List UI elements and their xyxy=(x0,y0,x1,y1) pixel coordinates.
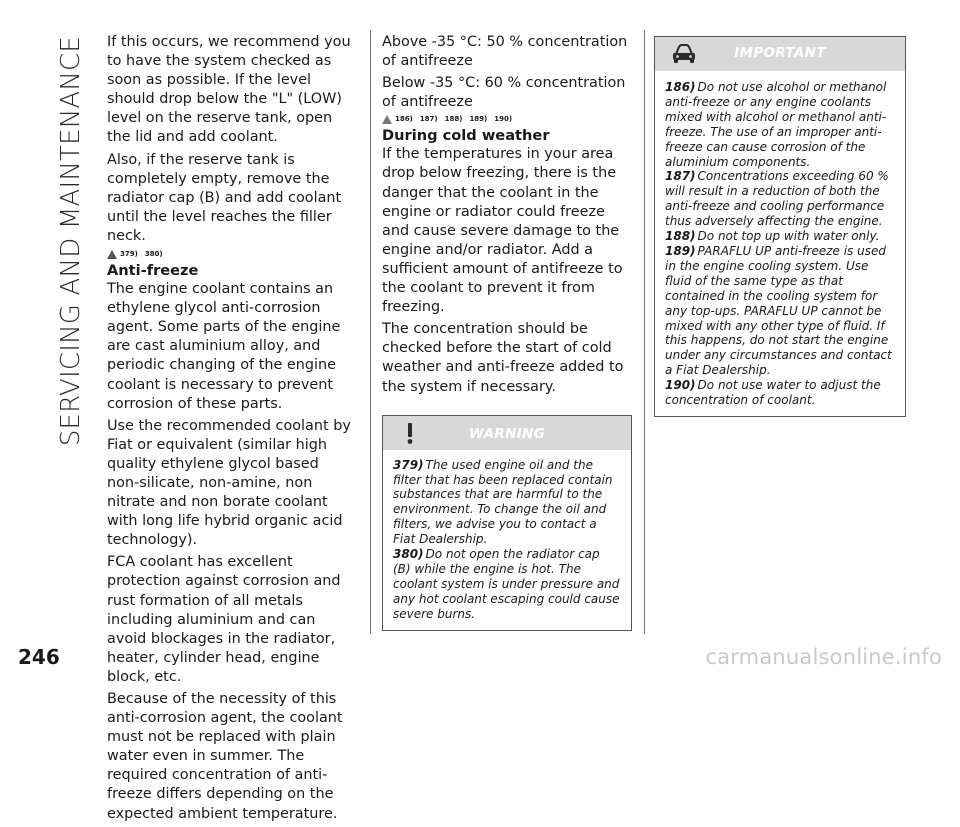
important-item-text: Do not use alcohol or methanol anti-freeze or any engine coolants mixed with alcohol or methanol anti-freeze. The use of an improper anti-freeze can cause corrosion of the aluminium components. xyxy=(665,80,887,169)
warning-triangle-icon xyxy=(107,250,117,259)
important-item xyxy=(665,229,895,244)
warning-item xyxy=(393,547,621,622)
warning-item-number: 380) xyxy=(393,547,424,562)
important-item-text: Concentrations exceeding 60 % will result in a reduction of both the anti-freeze and cooling performance thus adversely affecting the engine. xyxy=(665,169,889,229)
warning-refs xyxy=(107,249,353,259)
ref-190: 190) xyxy=(494,115,513,124)
ref-187: 187) xyxy=(419,115,438,124)
ref-379: 379) xyxy=(120,250,138,259)
important-item-number: 187) xyxy=(665,169,696,184)
column-3 xyxy=(654,36,906,417)
ref-380: 380) xyxy=(144,250,163,259)
important-refs xyxy=(382,114,632,124)
warning-title: WARNING xyxy=(468,425,546,442)
warning-box-body xyxy=(383,450,631,630)
warning-box-header xyxy=(383,416,631,450)
column-1 xyxy=(107,33,353,827)
important-item-text: Do not use water to adjust the concentration of coolant. xyxy=(665,378,881,408)
important-item-text: PARAFLU UP anti-freeze is used in the engine cooling system. Use fluid of the same type as that contained in the cooling system for any top-ups. PARAFLU UP cannot be mixed with any other type of fluid. If this happens, do not start the engine under any circumstances and contact a Fiat Dealership. xyxy=(665,243,892,378)
ref-188: 188) xyxy=(444,115,463,124)
heading-anti-freeze: Anti-freeze xyxy=(107,262,199,280)
watermark: carmanualsonline.info xyxy=(705,645,942,669)
warning-box xyxy=(382,415,632,631)
warning-item-text: The used engine oil and the filter that has been replaced contain substances that are harmful to the environment. To change the oil and filters, we advise you to contact a Fiat Dealership. xyxy=(393,457,613,547)
important-item-number: 190) xyxy=(665,378,696,393)
paragraph-temperatures-drop: If the temperatures in your area drop below freezing, there is the danger that the coolant in the engine or radiator could freeze and cause severe damage to the engine and/or radiator. Add a sufficient amount of antifreeze to the coolant to prevent it from freezing. xyxy=(382,146,623,316)
paragraph-recommended-coolant: Use the recommended coolant by Fiat or equivalent (similar high quality ethylene glycol based non-silicate, non-amine, non nitrate and non borate coolant with long life hybrid organic acid technology). xyxy=(107,417,351,549)
warning-item-text: Do not open the radiator cap (B) while the engine is hot. The coolant system is under pressure and any hot coolant escaping could cause severe burns. xyxy=(393,547,620,621)
important-item xyxy=(665,169,895,229)
column-divider-right xyxy=(644,30,645,634)
section-title: SERVICING AND MAINTENANCE xyxy=(56,36,86,447)
paragraph-coolant-contains: The engine coolant contains an ethylene glycol anti-corrosion agent. Some parts of the engine are cast aluminium alloy, and periodic changing of the engine coolant is necessary to prevent corrosion of these parts. xyxy=(107,281,341,412)
paragraph-concentration-check: The concentration should be checked before the start of cold weather and anti-freeze added to the system if necessary. xyxy=(382,321,624,395)
ref-186: 186) xyxy=(395,115,413,124)
paragraph-fca-coolant: FCA coolant has excellent protection against corrosion and rust formation of all metals including aluminium and can avoid blockages in the radiator, heater, cylinder head, engine block, etc. xyxy=(107,554,341,685)
paragraph-above-35: Above -35 °C: 50 % concentration of antifreeze xyxy=(382,34,628,70)
column-2 xyxy=(382,33,632,631)
car-icon-small xyxy=(382,115,392,124)
important-item-text: Do not top up with water only. xyxy=(697,229,880,244)
paragraph-below-35: Below -35 °C: 60 % concentration of antifreeze xyxy=(382,75,626,111)
important-title: IMPORTANT xyxy=(734,45,826,61)
warning-item xyxy=(393,458,621,547)
important-box-body xyxy=(655,71,905,416)
paragraph-level-drop: If this occurs, we recommend you to have the system checked as soon as possible. If the level should drop below the "L" (LOW) level on the reserve tank, open the lid and add coolant. xyxy=(107,34,351,146)
important-box xyxy=(654,36,906,417)
important-item-number: 186) xyxy=(665,80,696,94)
paragraph-reserve-empty: Also, if the reserve tank is completely empty, remove the radiator cap (B) and add coolant until the level reaches the filler neck. xyxy=(107,151,342,244)
warning-item-number: 379) xyxy=(393,457,424,472)
heading-cold-weather: During cold weather xyxy=(382,127,550,145)
important-box-header xyxy=(655,37,905,71)
paragraph-necessity: Because of the necessity of this anti-corrosion agent, the coolant must not be replaced with plain water even in summer. The required concentration of anti-freeze differs depending on the expected ambient temperature. xyxy=(107,691,343,822)
important-item xyxy=(665,244,895,378)
important-item xyxy=(665,80,895,169)
column-divider-left xyxy=(370,30,371,634)
page-number: 246 xyxy=(18,645,60,669)
important-item-number: 188) xyxy=(665,229,696,244)
important-item-number: 189) xyxy=(665,243,696,258)
ref-189: 189) xyxy=(469,115,488,124)
important-item xyxy=(665,378,895,408)
